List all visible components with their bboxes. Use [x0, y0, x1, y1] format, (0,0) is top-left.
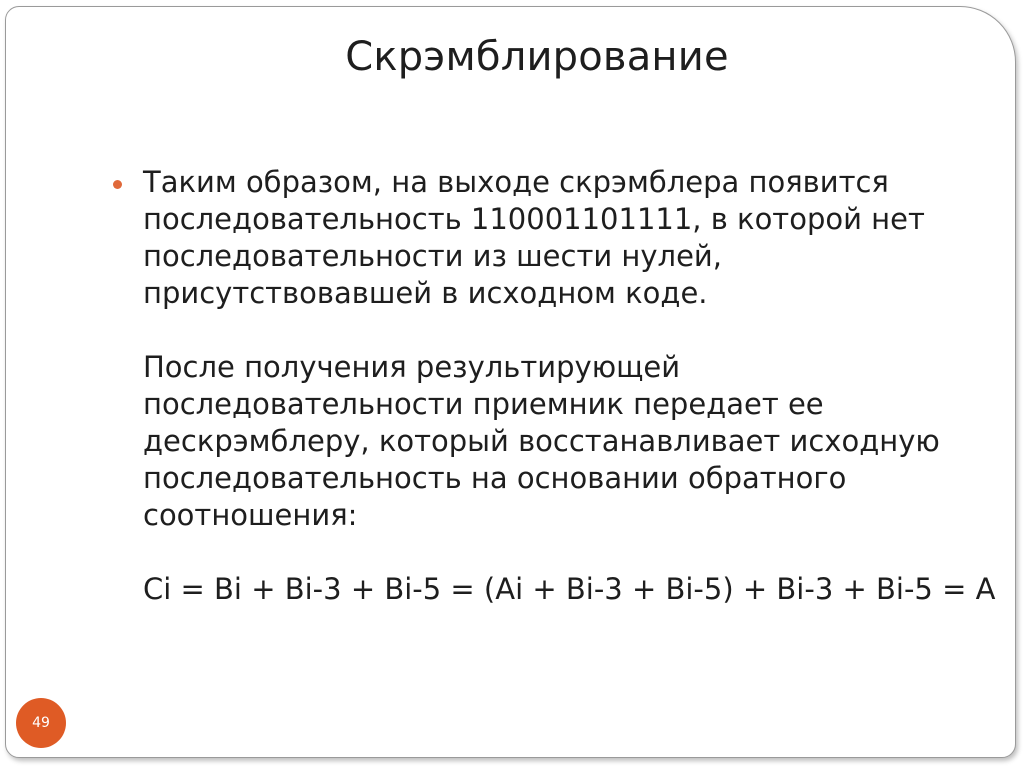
paragraph-spacer — [143, 534, 973, 571]
slide-body — [143, 164, 996, 608]
paragraph-spacer — [143, 312, 973, 349]
page-number-badge: 49 — [16, 698, 66, 748]
paragraph-2-line-5: соотношения: — [143, 498, 358, 532]
bullet-dot-icon — [113, 180, 122, 189]
paragraph-1-line-3: последовательности из шести нулей, — [143, 239, 722, 273]
paragraph-1-line-1: Таким образом, на выходе скрэмблера появится — [143, 165, 889, 199]
paragraph-2-line-3: дескрэмблеру, который восстанавливает исходную — [143, 424, 940, 458]
paragraph-1-line-2: последовательность 110001101111, в которой нет — [143, 202, 925, 236]
paragraph-2-line-1: После получения результирующей — [143, 350, 681, 384]
paragraph-1-line-4: присутствовавшей в исходном коде. — [143, 276, 708, 310]
paragraph-2-line-4: последовательность на основании обратного — [143, 461, 847, 495]
formula: Ci = Bi + Bi-3 + Bi-5 = (Ai + Bi-3 + Bi-5) + Bi-3 + Bi-5 = A — [143, 572, 996, 606]
paragraph-2-line-2: последовательности приемник передает ее — [143, 387, 824, 421]
slide-title: Скрэмблирование — [345, 34, 729, 80]
